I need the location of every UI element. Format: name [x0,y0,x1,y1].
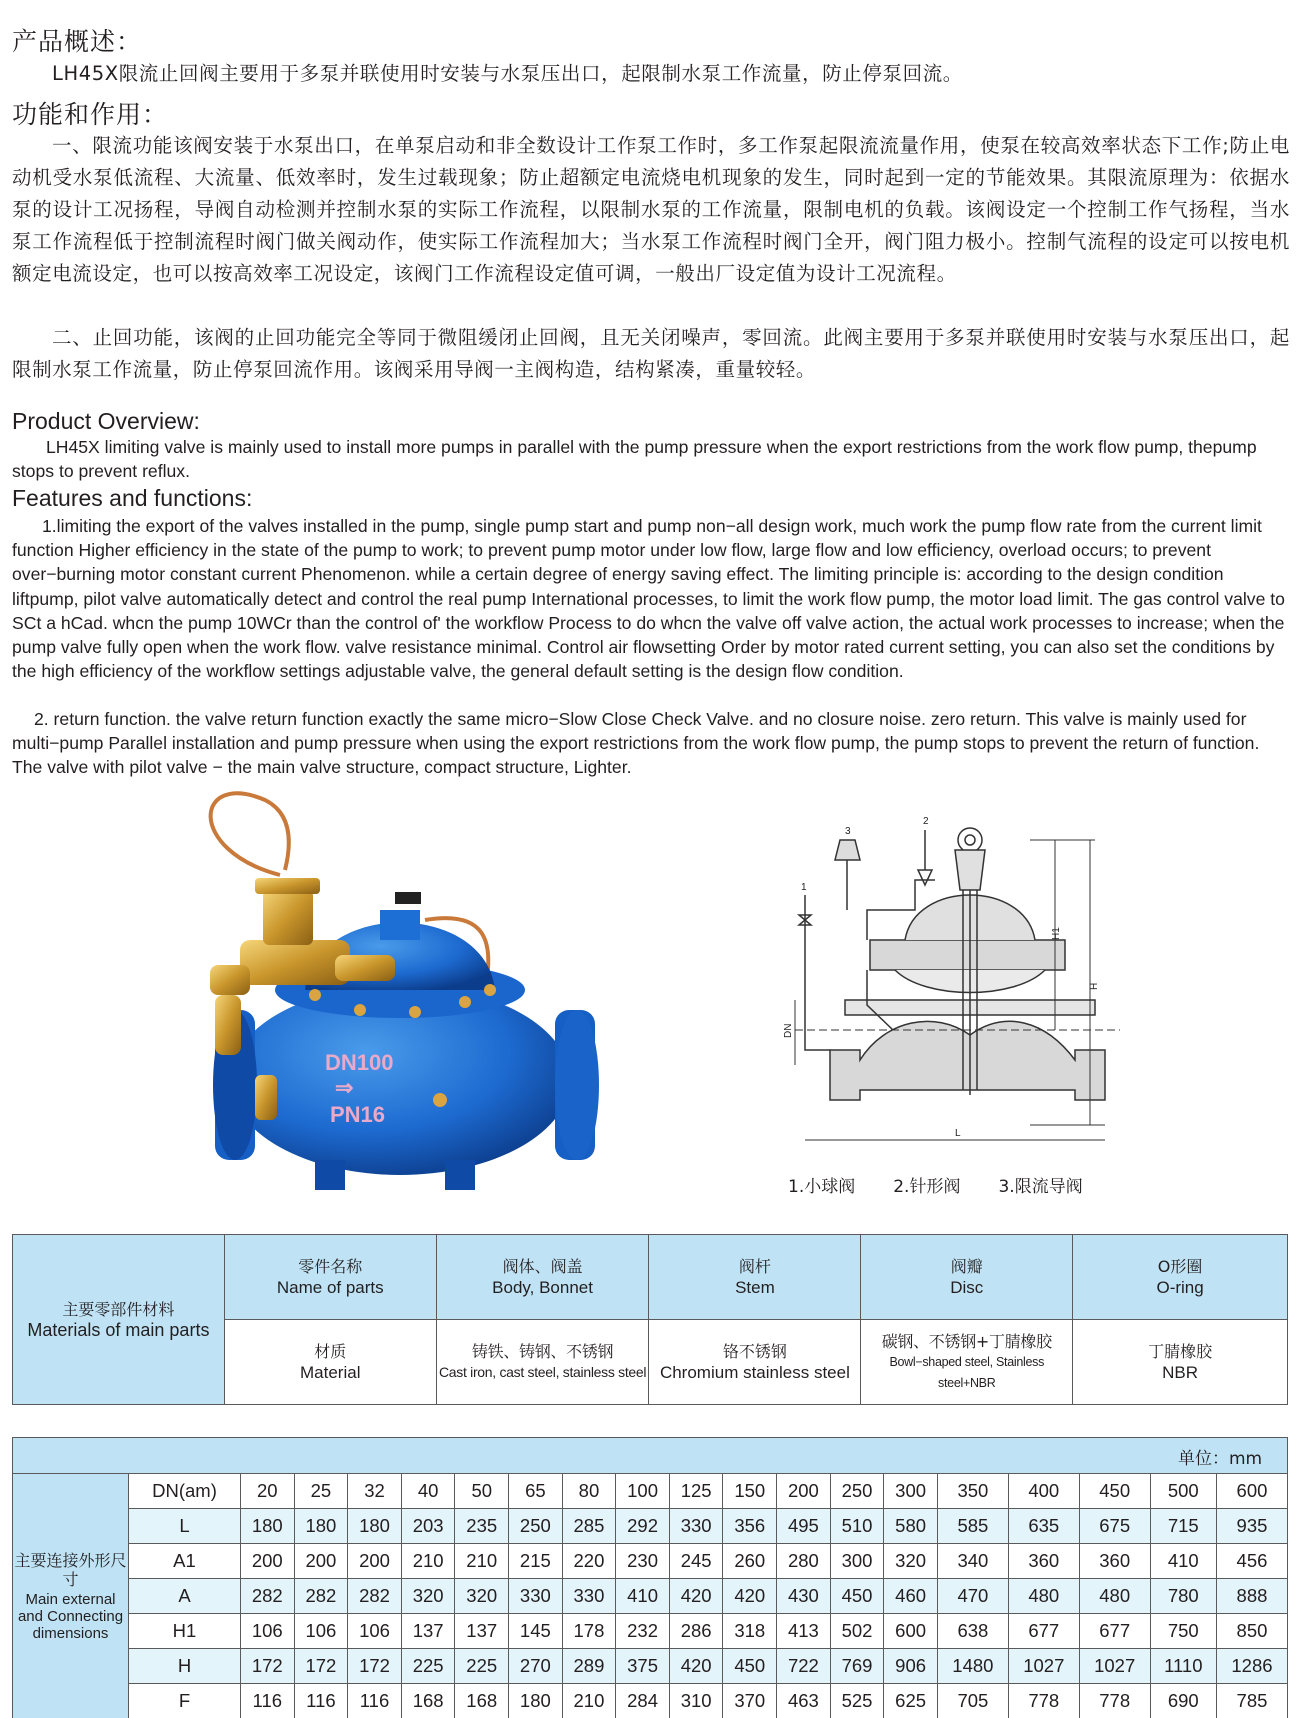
drawing-caption [788,1172,1083,1197]
table-cell: 200 [348,1544,402,1579]
table-cell: 168 [401,1684,455,1718]
table-cell: 286 [669,1614,723,1649]
table-cell: 210 [562,1684,616,1718]
table-cell: 200 [777,1474,831,1509]
dimensions-label-en: Main external and Connecting dimensions [17,1590,124,1642]
table-cell: 850 [1216,1614,1287,1649]
table-cell: 285 [562,1509,616,1544]
row-header: F [129,1684,241,1718]
table-cell: 225 [455,1649,509,1684]
table-cell: 785 [1216,1684,1287,1718]
table-cell: 225 [401,1649,455,1684]
table-cell: 232 [616,1614,670,1649]
en-overview-heading: Product Overview: [12,408,200,434]
table-cell: 65 [509,1474,563,1509]
table-cell: 722 [777,1649,831,1684]
caption-pilot-valve: 3.限流导阀 [998,1177,1083,1197]
unit-label: 单位：mm [1178,1449,1263,1469]
table-cell: 356 [723,1509,777,1544]
table-cell: 125 [669,1474,723,1509]
table-cell: 420 [669,1649,723,1684]
table-cell: 284 [616,1684,670,1718]
table-cell: 178 [562,1614,616,1649]
materials-title-cell [13,1235,225,1405]
table-cell: 780 [1150,1579,1216,1614]
flow-arrow: ⇒ [335,1075,354,1100]
table-cell: 690 [1150,1684,1216,1718]
table-cell: 250 [509,1509,563,1544]
table-cell: 180 [241,1509,295,1544]
en-overview-text: LH45X limiting valve is mainly used to install more pumps in parallel with the pump pressure when the export restrictions from the work flow pump, thepump stops to prevent reflux. [12,437,1257,482]
header-stem: 阀杆 Stem [649,1235,861,1320]
table-cell: 420 [669,1579,723,1614]
table-cell: 270 [509,1649,563,1684]
table-cell: 250 [830,1474,884,1509]
table-cell: 430 [777,1579,831,1614]
unit-cell [13,1438,1288,1474]
table-cell: 172 [294,1649,348,1684]
table-cell: 137 [401,1614,455,1649]
table-row [13,1474,1288,1509]
table-cell: 330 [562,1579,616,1614]
table-cell: 677 [1008,1614,1079,1649]
table-cell: 318 [723,1614,777,1649]
table-cell: 320 [401,1579,455,1614]
table-cell: 106 [294,1614,348,1649]
materials-title-cn: 主要零部件材料 [62,1299,175,1319]
table-cell: 1110 [1150,1649,1216,1684]
table-cell: 460 [884,1579,938,1614]
table-cell: 480 [1008,1579,1079,1614]
table-cell: 600 [884,1614,938,1649]
header-parts-name: 零件名称 Name of parts [224,1235,436,1320]
dn-marking: DN100 [325,1050,394,1075]
caption-needle-valve: 2.针形阀 [893,1177,961,1197]
dimensions-table [12,1437,1288,1718]
table-row [13,1684,1288,1718]
table-cell: 230 [616,1544,670,1579]
table-cell: 310 [669,1684,723,1718]
valve-section-drawing [775,800,1165,1175]
table-cell: 750 [1150,1614,1216,1649]
table-cell: 769 [830,1649,884,1684]
table-cell: 370 [723,1684,777,1718]
table-cell: 675 [1079,1509,1150,1544]
table-cell: 413 [777,1614,831,1649]
table-cell: 210 [401,1544,455,1579]
dim-dn: DN [783,1023,794,1038]
table-cell: 463 [777,1684,831,1718]
cn-features-p2: 二、止回功能，该阀的止回功能完全等同于微阻缓闭止回阀，且无关闭噪声，零回流。此阀主要用于多泵并联使用时安装与水泵压出口，起限制水泵工作流量，防止停泵回流作用。该阀采用导阀一主阀构造，结构紧凑，重量较轻。 [12,326,1290,381]
table-cell: 480 [1079,1579,1150,1614]
dim-l: L [955,1128,961,1139]
table-cell: 500 [1150,1474,1216,1509]
en-features-p2: 2. return function. the valve return function exactly the same micro−Slow Close Check Valve. and no closure noise. zero return. This valve is mainly used for multi−pump Parallel installation and pump pressure when using the export restrictions from the work flow pump, the pump stops to prevent the return of function. The valve with pilot valve − the main valve structure, compact structure, Lighter. [12,709,1260,778]
row-header: L [129,1509,241,1544]
row-header: H [129,1649,241,1684]
table-row [13,1544,1288,1579]
materials-table [12,1234,1288,1405]
table-cell: 292 [616,1509,670,1544]
table-cell: 203 [401,1509,455,1544]
table-cell: 935 [1216,1509,1287,1544]
table-cell: 450 [830,1579,884,1614]
table-cell: 106 [348,1614,402,1649]
table-cell: 116 [241,1684,295,1718]
table-cell: 180 [509,1684,563,1718]
table-cell: 410 [1150,1544,1216,1579]
table-cell: 245 [669,1544,723,1579]
table-cell: 1480 [937,1649,1008,1684]
en-features-heading: Features and functions: [12,485,253,511]
table-cell: 106 [241,1614,295,1649]
table-cell: 282 [241,1579,295,1614]
dim-h: H [1089,982,1100,990]
table-cell: 282 [294,1579,348,1614]
table-cell: 330 [669,1509,723,1544]
row-header: H1 [129,1614,241,1649]
materials-title-en: Materials of main parts [27,1319,210,1340]
table-cell: 168 [455,1684,509,1718]
table-cell: 200 [241,1544,295,1579]
table-cell: 906 [884,1649,938,1684]
table-cell: 289 [562,1649,616,1684]
table-cell: 116 [294,1684,348,1718]
row-header: A1 [129,1544,241,1579]
table-cell: 330 [509,1579,563,1614]
label-2: 2 [923,816,929,827]
table-cell: 100 [616,1474,670,1509]
table-cell: 20 [241,1474,295,1509]
table-cell: 585 [937,1509,1008,1544]
valve-photo [185,790,605,1210]
table-cell: 705 [937,1684,1008,1718]
row-material-label: 材质 Material [224,1320,436,1405]
table-row [13,1579,1288,1614]
table-cell: 778 [1008,1684,1079,1718]
table-cell: 172 [348,1649,402,1684]
header-o-ring: O形圈 O-ring [1073,1235,1288,1320]
table-cell: 200 [294,1544,348,1579]
table-cell: 638 [937,1614,1008,1649]
table-cell: 116 [348,1684,402,1718]
table-cell: 456 [1216,1544,1287,1579]
dim-h1: H1 [1051,927,1062,940]
table-cell: 470 [937,1579,1008,1614]
table-cell: 172 [241,1649,295,1684]
table-cell: 410 [616,1579,670,1614]
table-cell: 677 [1079,1614,1150,1649]
table-cell: 888 [1216,1579,1287,1614]
table-cell: 450 [723,1649,777,1684]
table-cell: 1027 [1079,1649,1150,1684]
table-cell: 180 [294,1509,348,1544]
table-cell: 215 [509,1544,563,1579]
table-cell: 300 [830,1544,884,1579]
table-cell: 360 [1008,1544,1079,1579]
row-disc-material: 碳钢、不锈钢+丁腈橡胶 Bowl−shaped steel, Stainless steel+NBR [861,1320,1073,1405]
table-cell: 320 [884,1544,938,1579]
cn-features-p1: 一、限流功能该阀安装于水泵出口，在单泵启动和非全数设计工作泵工作时，多工作泵起限流流量作用，使泵在较高效率状态下工作;防止电动机受水泵低流程、大流量、低效率时，发生过载现象；防止超额定电流烧电机现象的发生，同时起到一定的节能效果。其限流原理为：依据水泵的设计工况扬程，导阀自动检测并控制水泵的实际工作流程，以限制水泵的工作流量，限制电机的负载。该阀设定一个控制工作气扬程，当水泵工作流程低于控制流程时阀门做关阀动作，使实际工作流程加大；当水泵工作流程时阀门全开，阀门阻力极小。控制气流程的设定可以按电机额定电流设定，也可以按高效率工况设定，该阀门工作流程设定值可调，一般出厂设定值为设计工况流程。 [12,134,1290,285]
dimensions-label-cell [13,1474,129,1718]
table-cell: 502 [830,1614,884,1649]
table-cell: 280 [777,1544,831,1579]
table-cell: 137 [455,1614,509,1649]
table-row [13,1509,1288,1544]
table-cell: 360 [1079,1544,1150,1579]
header-body-bonnet: 阀体、阀盖 Body, Bonnet [436,1235,649,1320]
table-cell: 180 [348,1509,402,1544]
table-cell: 25 [294,1474,348,1509]
table-cell: 32 [348,1474,402,1509]
caption-ball-valve: 1.小球阀 [788,1177,856,1197]
table-cell: 420 [723,1579,777,1614]
table-cell: 510 [830,1509,884,1544]
row-header: A [129,1579,241,1614]
table-cell: 282 [348,1579,402,1614]
table-cell: 525 [830,1684,884,1718]
table-cell: 600 [1216,1474,1287,1509]
table-cell: 1286 [1216,1649,1287,1684]
cn-features-heading: 功能和作用： [12,100,169,129]
table-cell: 260 [723,1544,777,1579]
table-cell: 400 [1008,1474,1079,1509]
table-cell: 80 [562,1474,616,1509]
table-cell: 375 [616,1649,670,1684]
cn-overview-text: LH45X限流止回阀主要用于多泵并联使用时安装与水泵压出口，起限制水泵工作流量，防止停泵回流。 [52,62,963,85]
table-cell: 715 [1150,1509,1216,1544]
table-cell: 450 [1079,1474,1150,1509]
row-oring-material: 丁腈橡胶 NBR [1073,1320,1288,1405]
row-header: DN(am) [129,1474,241,1509]
table-row [13,1614,1288,1649]
header-disc: 阀瓣 Disc [861,1235,1073,1320]
table-cell: 150 [723,1474,777,1509]
row-body-material: 铸铁、铸钢、不锈钢 Cast iron, cast steel, stainless steel [436,1320,649,1405]
table-cell: 625 [884,1684,938,1718]
table-cell: 1027 [1008,1649,1079,1684]
table-cell: 40 [401,1474,455,1509]
table-cell: 50 [455,1474,509,1509]
table-row [13,1649,1288,1684]
table-cell: 300 [884,1474,938,1509]
cn-overview-heading: 产品概述： [12,27,143,56]
table-cell: 580 [884,1509,938,1544]
table-cell: 350 [937,1474,1008,1509]
unit-row [13,1438,1288,1474]
dimensions-label-cn: 主要连接外形尺寸 [14,1550,127,1589]
table-cell: 210 [455,1544,509,1579]
table-cell: 495 [777,1509,831,1544]
table-cell: 635 [1008,1509,1079,1544]
row-stem-material: 铬不锈钢 Chromium stainless steel [649,1320,861,1405]
table-cell: 235 [455,1509,509,1544]
en-features-p1: 1.limiting the export of the valves installed in the pump, single pump start and pump non−all design work, much work the pump flow rate from the current limit function Higher efficiency in the state of the pump to work; to prevent pump motor under low flow, large flow and low efficiency, overload occurs; to prevent over−burning motor constant current Phenomenon. while a certain degree of energy saving effect. The limiting principle is: according to the design condition liftpump, pilot valve automatically detect and control the real pump International processes, to limit the work flow pump, the motor load limit. The gas control valve to SCt a hCad. whcn the pump 10WCr than the control of' the workflow Process to do whcn the valve off valve action, the actual work processes to increase; when the pump valve fully open when the work flow. valve resistance minimal. Control air flowsetting Order by motor rated current setting, you can also set the conditions by the high efficiency of the workflow settings adjustable valve, the general default setting is the design flow condition. [12,516,1285,682]
table-cell: 320 [455,1579,509,1614]
pn-marking: PN16 [330,1102,386,1127]
table-cell: 778 [1079,1684,1150,1718]
label-3: 3 [845,826,851,837]
label-1: 1 [801,882,807,893]
table-cell: 220 [562,1544,616,1579]
table-cell: 340 [937,1544,1008,1579]
table-cell: 145 [509,1614,563,1649]
